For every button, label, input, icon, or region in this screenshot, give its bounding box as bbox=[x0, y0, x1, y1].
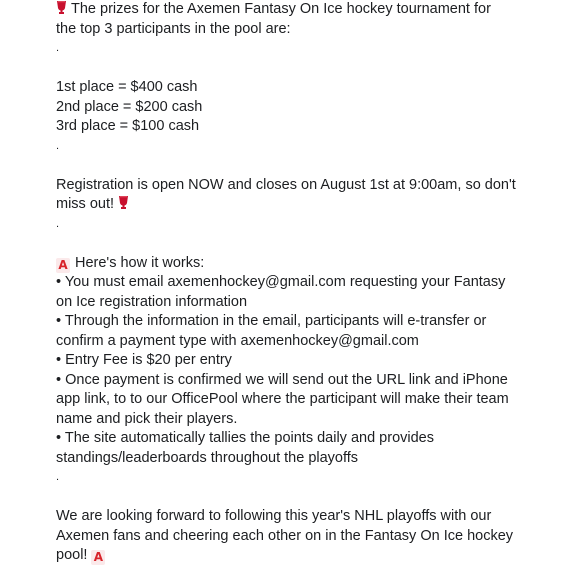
blank-line bbox=[56, 156, 536, 176]
registration-line-2 bbox=[56, 195, 536, 215]
separator-dot: . bbox=[56, 42, 60, 54]
intro-text-1: The prizes for the Axemen Fantasy On Ice hockey tournament for bbox=[71, 1, 491, 17]
trophy-cup-icon bbox=[118, 196, 129, 209]
step-line: standings/leaderboards throughout the playoffs bbox=[56, 449, 359, 466]
how-heading: Here's how it works: bbox=[75, 254, 205, 271]
prize-third: 3rd place = $100 cash bbox=[56, 118, 200, 134]
step-line: confirm a payment type with axemenhockey@gmail.com bbox=[56, 332, 419, 349]
separator-dot: . bbox=[56, 471, 60, 483]
step-line: name and pick their players. bbox=[56, 410, 238, 427]
step-line: • Entry Fee is $20 per entry bbox=[56, 352, 232, 368]
closing-line-1: We are looking forward to following this year's NHL playoffs with our bbox=[56, 508, 492, 524]
post-body bbox=[56, 0, 536, 566]
closing-line-2: Axemen fans and cheering each other on in the Fantasy On Ice hockey bbox=[56, 527, 514, 544]
registration-line-1: Registration is open NOW and closes on August 1st at 9:00am, so don't bbox=[56, 176, 516, 193]
prize-second: 2nd place = $200 cash bbox=[56, 98, 203, 115]
separator-dot: . bbox=[56, 139, 60, 152]
step-line: on Ice registration information bbox=[56, 293, 248, 310]
trophy-cup-icon bbox=[56, 1, 67, 14]
step-line: • Through the information in the email, participants will e-transfer or bbox=[56, 313, 487, 329]
separator-dot: . bbox=[56, 217, 60, 230]
blank-line bbox=[56, 59, 536, 79]
intro-line-2: the top 3 participants in the pool are: bbox=[56, 20, 291, 37]
blank-line bbox=[56, 234, 536, 254]
blank-line bbox=[56, 488, 536, 508]
axemen-a-icon: A bbox=[91, 550, 105, 565]
prize-first: 1st place = $400 cash bbox=[56, 79, 198, 95]
how-heading-line bbox=[56, 254, 536, 274]
intro-line-1 bbox=[56, 0, 536, 20]
closing-text-3: pool! bbox=[56, 547, 88, 563]
closing-line-3 bbox=[56, 546, 536, 566]
step-line: app link, to to our OfficePool where the participant will make their team bbox=[56, 391, 509, 407]
axemen-a-icon: A bbox=[56, 258, 70, 273]
registration-text-2: miss out! bbox=[56, 196, 115, 212]
step-line: • Once payment is confirmed we will send out the URL link and iPhone bbox=[56, 371, 508, 388]
step-line: • You must email axemenhockey@gmail.com requesting your Fantasy bbox=[56, 274, 506, 290]
step-line: • The site automatically tallies the points daily and provides bbox=[56, 430, 434, 446]
